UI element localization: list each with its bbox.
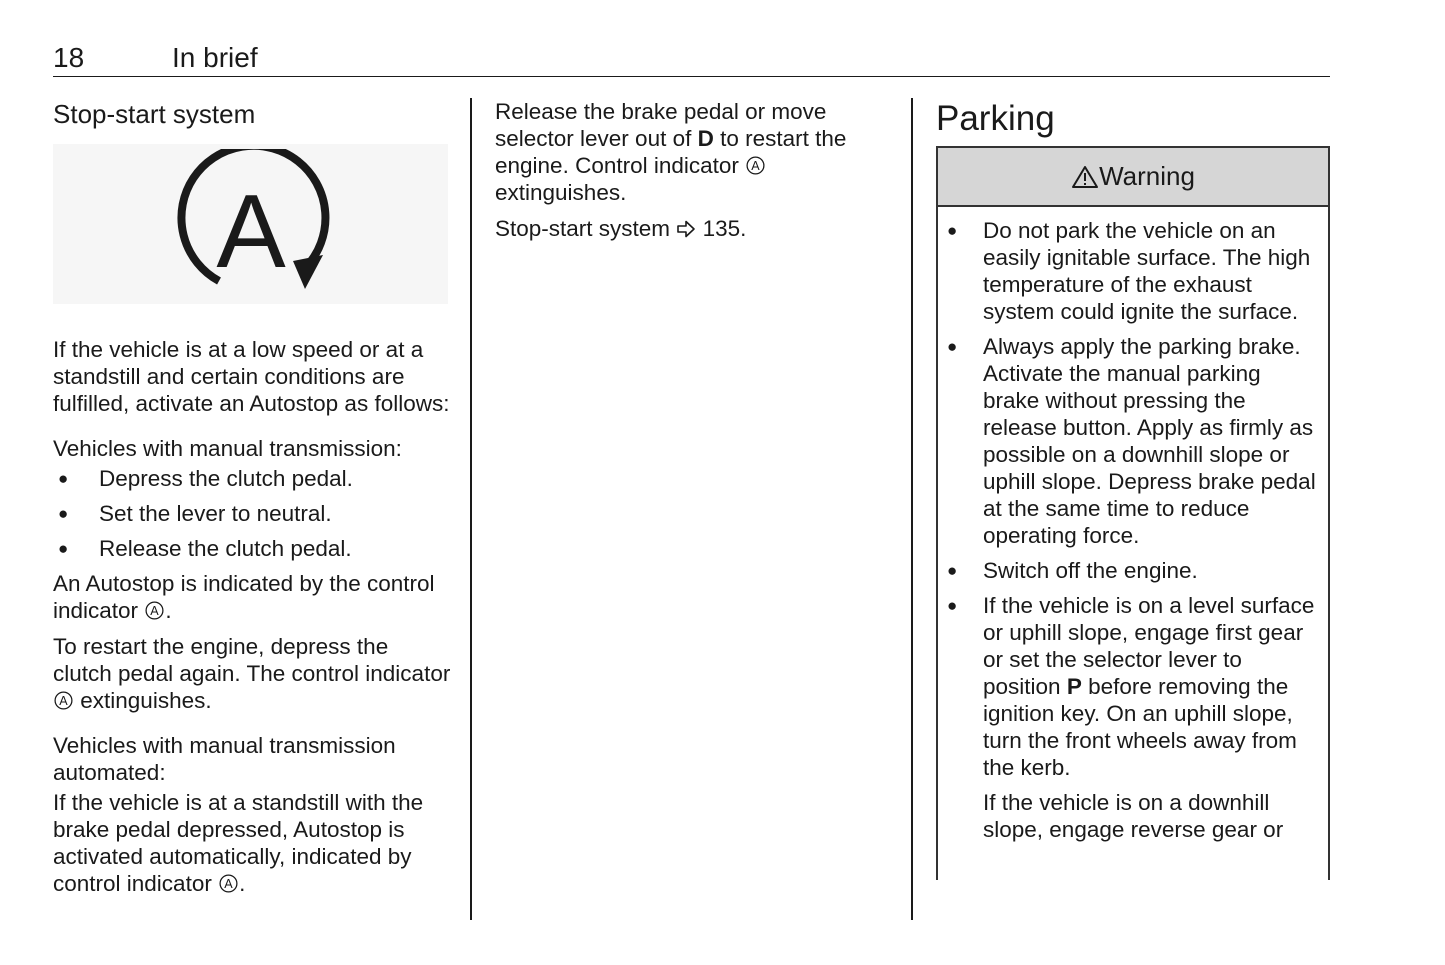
warning-box [936,146,1330,880]
column-stop-start [53,98,453,906]
section-title: In brief [172,42,258,73]
warning-list [944,217,1322,781]
stop-start-title: Stop-start system [53,99,256,129]
page-number: 18 [53,42,85,73]
svg-text:A: A [224,877,233,892]
release-text: Release the brake pedal or move selector lever out of [495,99,827,151]
automated-text: If the vehicle is at a standstill with the brake pedal depressed, Autostop is activated automatically, indicated by control indicator [53,790,424,896]
continued-paragraph: If the vehicle is on a downhill slope, engage reverse gear or [983,790,1284,842]
release-text-2: to restart the engine. Control indicator [495,126,847,178]
column-divider [470,98,472,920]
intro-paragraph: If the vehicle is at a low speed or at a standstill and certain conditions are fulfilled, activate an Autostop as follows: [53,337,450,416]
list-item: ● Depress the clutch pedal. [53,465,453,492]
automated-heading: Vehicles with manual transmission automated: [53,733,396,785]
list-item [944,592,1322,781]
warning-triangle-icon [1071,165,1099,189]
parking-title: Parking [936,99,1055,138]
manual-heading: Vehicles with manual transmission: [53,436,402,461]
autostop-text: An Autostop is indicated by the control indicator [53,571,435,623]
warning-body [938,207,1328,843]
autostop-a-icon [745,155,766,176]
restart-text: To restart the engine, depress the clutch pedal again. The control indicator [53,634,451,686]
restart-paragraph [53,633,453,714]
automated-paragraph [53,789,453,897]
restart-end: extinguishes. [80,688,212,713]
reference-page: 135. [702,216,747,241]
gear-d: D [697,126,714,151]
automated-end: . [239,871,246,896]
autostop-a-icon [144,600,165,621]
list-item: ● Set the lever to neutral. [53,500,453,527]
svg-text:A: A [215,174,286,290]
item4-text-2: before removing the ignition key. On an uphill slope, turn the front wheels away from the kerb. [983,674,1297,780]
page-header [53,40,1330,77]
autostop-a-icon [218,873,239,894]
cross-reference[interactable] [495,215,895,242]
column-continued [495,98,895,251]
autostop-a-icon [53,690,74,711]
autostop-indicated-paragraph [53,570,453,624]
list-item: ● Switch off the engine. [944,557,1322,584]
release-text-3: extinguishes. [495,180,627,205]
autostop-end: . [165,598,172,623]
list-item: ● Release the clutch pedal. [53,535,453,562]
manual-steps-list [53,465,453,562]
item4-text: If the vehicle is on a level surface or uphill slope, engage first gear or set the selector lever to position [983,593,1315,699]
list-item: ● Always apply the parking brake. Activate the manual parking brake without pressing the release button. Apply as firmly as possible on a downhill slope or uphill slope. Depress brake pedal at the same time to reduce operating force. [944,333,1322,549]
release-paragraph [495,98,895,206]
reference-text: Stop-start system [495,216,671,241]
svg-text:A: A [150,604,160,619]
list-item: ● Do not park the vehicle on an easily ignitable surface. The high temperature of the exhaust system could ignite the surface. [944,217,1322,325]
autostop-a-icon [161,149,341,299]
warning-header [938,148,1328,207]
autostop-illustration [53,144,448,304]
warning-label: Warning [1099,161,1195,191]
column-parking [936,98,1330,880]
gear-p: P [1066,674,1082,699]
svg-text:A: A [59,694,68,709]
column-divider [911,98,913,920]
reference-arrow-icon [676,219,696,239]
svg-text:A: A [751,159,760,174]
